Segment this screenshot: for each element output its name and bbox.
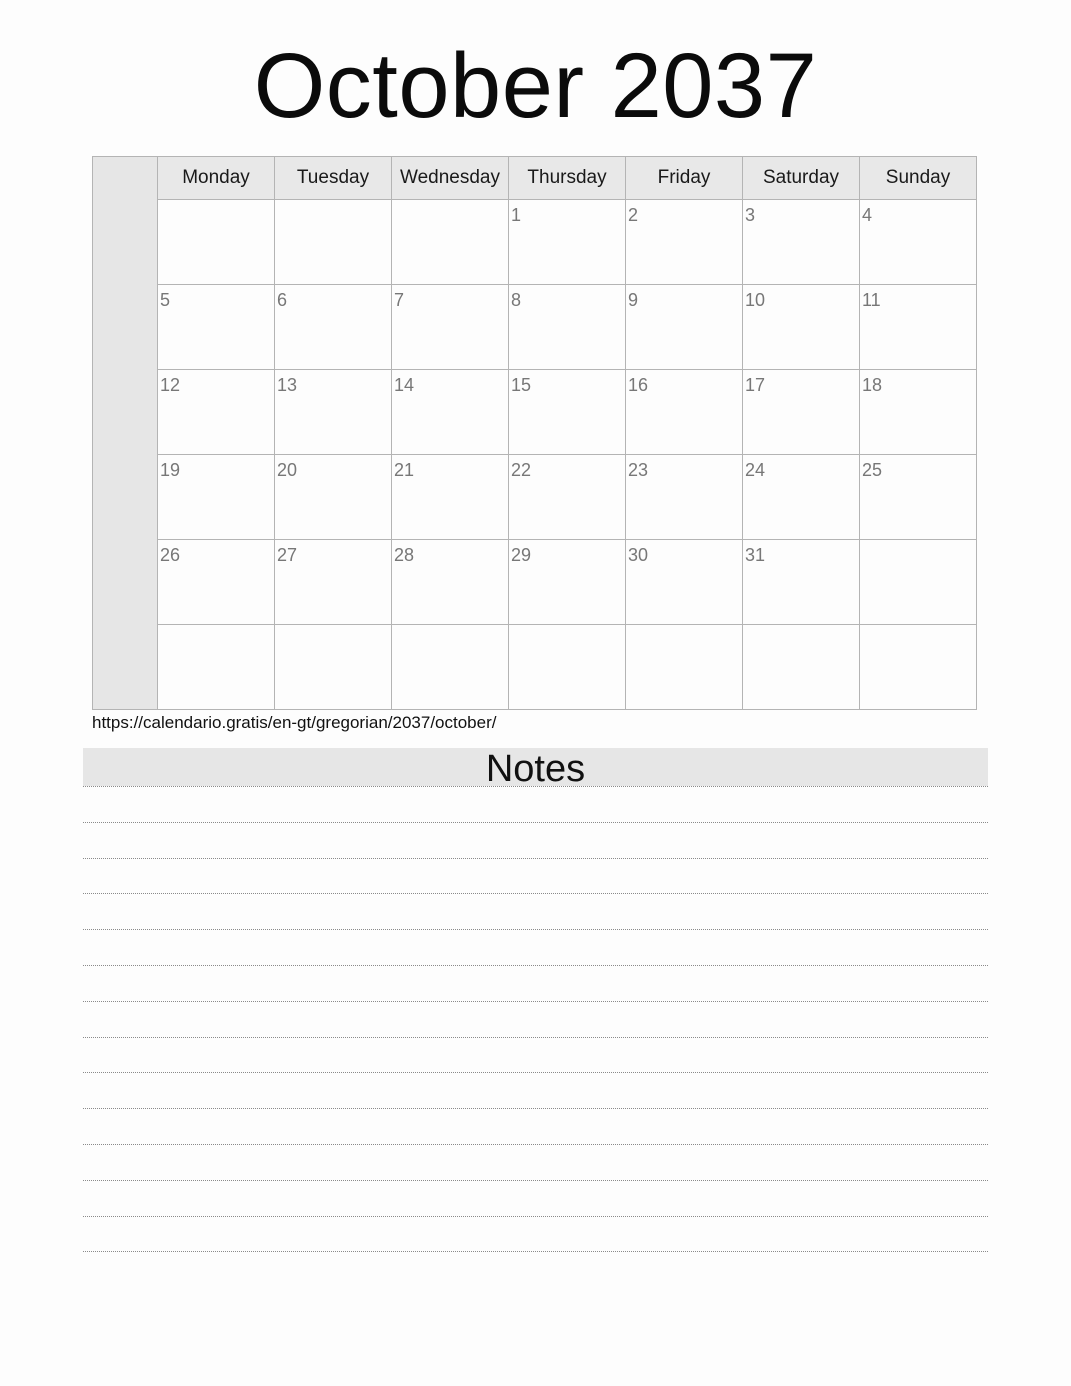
notes-line — [83, 1108, 988, 1109]
weekday-header: Sunday — [860, 157, 977, 200]
day-number: 2 — [628, 205, 639, 225]
week-number-cell — [93, 455, 158, 540]
day-number: 25 — [862, 460, 883, 480]
day-number: 27 — [277, 545, 298, 565]
day-cell — [626, 625, 743, 710]
day-cell — [626, 285, 743, 370]
day-number: 14 — [394, 375, 415, 395]
week-row — [93, 285, 977, 370]
notes-line — [83, 965, 988, 966]
day-cell — [626, 370, 743, 455]
day-number — [509, 625, 625, 630]
day-number: 20 — [277, 460, 298, 480]
calendar-title: October 2037 — [253, 35, 818, 137]
weekday-header: Saturday — [743, 157, 860, 200]
day-number — [860, 540, 976, 545]
day-number: 24 — [745, 460, 766, 480]
weekday-header: Tuesday — [275, 157, 392, 200]
day-cell — [860, 625, 977, 710]
day-number — [392, 625, 508, 630]
week-row — [93, 625, 977, 710]
day-cell — [626, 455, 743, 540]
notes-title: Notes — [83, 748, 988, 786]
day-number — [626, 625, 742, 630]
day-number — [275, 200, 391, 205]
day-cell — [860, 540, 977, 625]
day-cell — [392, 370, 509, 455]
day-cell — [860, 455, 977, 540]
day-number: 23 — [628, 460, 649, 480]
day-cell — [392, 625, 509, 710]
day-cell — [158, 455, 275, 540]
day-cell — [275, 625, 392, 710]
day-cell — [392, 285, 509, 370]
day-number — [158, 625, 274, 630]
weekday-header: Wednesday — [392, 157, 509, 200]
day-cell — [275, 285, 392, 370]
week-number-cell — [93, 370, 158, 455]
day-number: 19 — [160, 460, 181, 480]
notes-line — [83, 1251, 988, 1252]
day-cell — [158, 370, 275, 455]
day-cell — [743, 455, 860, 540]
day-cell — [392, 200, 509, 285]
day-number: 6 — [277, 290, 288, 310]
day-number: 28 — [394, 545, 415, 565]
day-cell — [626, 200, 743, 285]
day-cell — [860, 200, 977, 285]
day-cell — [743, 285, 860, 370]
week-row — [93, 540, 977, 625]
day-cell — [158, 200, 275, 285]
day-cell — [275, 540, 392, 625]
notes-line — [83, 1144, 988, 1145]
weekday-header-row — [93, 157, 977, 200]
day-cell — [509, 200, 626, 285]
day-number — [860, 625, 976, 630]
weekday-header: Friday — [626, 157, 743, 200]
day-number — [158, 200, 274, 205]
day-cell — [275, 370, 392, 455]
notes-line — [83, 1037, 988, 1038]
day-number: 22 — [511, 460, 532, 480]
day-cell — [158, 625, 275, 710]
notes-line — [83, 1180, 988, 1181]
day-cell — [743, 370, 860, 455]
day-cell — [743, 200, 860, 285]
day-number: 9 — [628, 290, 639, 310]
day-cell — [392, 455, 509, 540]
day-cell — [509, 625, 626, 710]
day-number — [392, 200, 508, 205]
week-number-cell — [93, 540, 158, 625]
day-number — [275, 625, 391, 630]
notes-line — [83, 893, 988, 894]
day-cell — [626, 540, 743, 625]
notes-line — [83, 929, 988, 930]
day-number: 5 — [160, 290, 171, 310]
day-number: 10 — [745, 290, 766, 310]
day-cell — [158, 540, 275, 625]
calendar-grid — [92, 156, 977, 710]
day-number: 30 — [628, 545, 649, 565]
week-row — [93, 370, 977, 455]
day-cell — [743, 625, 860, 710]
day-number: 15 — [511, 375, 532, 395]
weekday-header: Thursday — [509, 157, 626, 200]
week-number-cell — [93, 200, 158, 285]
week-row — [93, 200, 977, 285]
day-number: 11 — [862, 290, 881, 310]
day-cell — [509, 455, 626, 540]
weekday-header: Monday — [158, 157, 275, 200]
day-cell — [275, 455, 392, 540]
day-number: 29 — [511, 545, 532, 565]
week-number-cell — [93, 625, 158, 710]
day-number: 8 — [511, 290, 522, 310]
day-cell — [860, 285, 977, 370]
day-cell — [509, 285, 626, 370]
day-cell — [158, 285, 275, 370]
source-url: https://calendario.gratis/en-gt/gregorian/2037/october/ — [92, 713, 497, 732]
notes-line — [83, 858, 988, 859]
notes-line — [83, 1072, 988, 1073]
day-number: 16 — [628, 375, 649, 395]
day-number: 3 — [745, 205, 756, 225]
day-number: 7 — [394, 290, 405, 310]
notes-line — [83, 822, 988, 823]
day-number: 1 — [511, 205, 522, 225]
day-number: 13 — [277, 375, 298, 395]
notes-line — [83, 1216, 988, 1217]
week-number-cell — [93, 285, 158, 370]
day-cell — [860, 370, 977, 455]
day-number: 4 — [862, 205, 873, 225]
day-number: 26 — [160, 545, 181, 565]
day-number: 31 — [745, 545, 766, 565]
day-cell — [275, 200, 392, 285]
day-number: 17 — [745, 375, 766, 395]
day-cell — [392, 540, 509, 625]
day-cell — [743, 540, 860, 625]
day-number: 18 — [862, 375, 883, 395]
notes-line — [83, 1001, 988, 1002]
day-number: 21 — [394, 460, 415, 480]
day-number — [743, 625, 859, 630]
week-number-header — [93, 157, 158, 200]
week-row — [93, 455, 977, 540]
day-cell — [509, 370, 626, 455]
notes-line — [83, 786, 988, 787]
day-cell — [509, 540, 626, 625]
day-number: 12 — [160, 375, 181, 395]
